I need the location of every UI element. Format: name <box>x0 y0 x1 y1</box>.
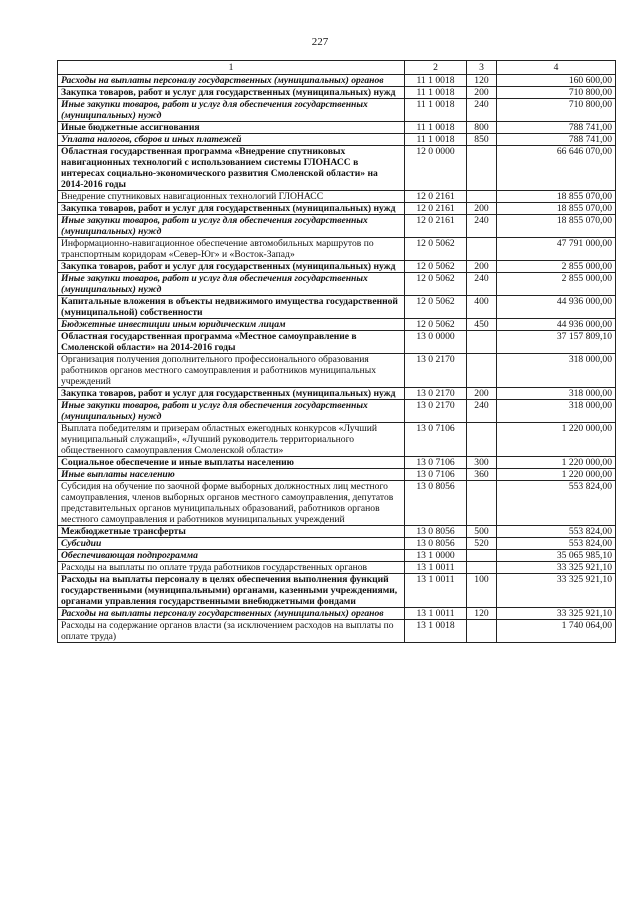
row-amount: 553 824,00 <box>497 481 616 526</box>
row-amount: 553 824,00 <box>497 538 616 550</box>
row-expense-kind <box>467 354 497 388</box>
row-expense-kind <box>467 620 497 643</box>
row-description: Областная государственная программа «Внедрение спутниковых навигационных технологий с использованием системы ГЛОНАСС в интересах социально-экономического развития Смоленской области» на 2014-2016 годы <box>58 146 405 191</box>
row-expense-kind <box>467 146 497 191</box>
row-description: Бюджетные инвестиции иным юридическим лицам <box>58 319 405 331</box>
row-target-code: 13 0 8056 <box>405 481 467 526</box>
row-target-code: 11 1 0018 <box>405 75 467 87</box>
row-expense-kind <box>467 191 497 203</box>
table-row <box>58 550 616 562</box>
row-description: Иные закупки товаров, работ и услуг для обеспечения государственных (муниципальных) нужд <box>58 400 405 423</box>
row-target-code: 13 1 0011 <box>405 608 467 620</box>
row-target-code: 13 0 8056 <box>405 526 467 538</box>
row-target-code: 13 0 2170 <box>405 354 467 388</box>
row-description: Иные закупки товаров, работ и услуг для обеспечения государственных (муниципальных) нужд <box>58 99 405 122</box>
row-description: Субсидия на обучение по заочной форме выборных должностных лиц местного самоуправления, членов выборных органов местного самоуправления, депутатов представительных органов муниципальных образований, работников органов местного самоуправления и работников муниципальных учреждений <box>58 481 405 526</box>
row-target-code: 12 0 2161 <box>405 215 467 238</box>
row-expense-kind: 200 <box>467 261 497 273</box>
row-amount: 33 325 921,10 <box>497 608 616 620</box>
row-amount: 318 000,00 <box>497 388 616 400</box>
row-expense-kind: 200 <box>467 388 497 400</box>
row-expense-kind: 100 <box>467 574 497 608</box>
row-description: Социальное обеспечение и иные выплаты населению <box>58 457 405 469</box>
row-amount: 2 855 000,00 <box>497 273 616 296</box>
row-expense-kind <box>467 481 497 526</box>
row-description: Капитальные вложения в объекты недвижимого имущества государственной (муниципальной) собственности <box>58 296 405 319</box>
row-description: Закупка товаров, работ и услуг для государственных (муниципальных) нужд <box>58 388 405 400</box>
row-amount: 788 741,00 <box>497 134 616 146</box>
table-row <box>58 457 616 469</box>
row-amount: 18 855 070,00 <box>497 215 616 238</box>
table-row <box>58 481 616 526</box>
row-description: Выплата победителям и призерам областных ежегодных конкурсов «Лучший муниципальный служащий», «Лучший руководитель территориального общественного самоуправления Смоленской области» <box>58 423 405 457</box>
header-description: 1 <box>58 61 405 75</box>
row-target-code: 11 1 0018 <box>405 87 467 99</box>
table-row <box>58 620 616 643</box>
row-target-code: 12 0 5062 <box>405 273 467 296</box>
row-expense-kind <box>467 562 497 574</box>
table-row <box>58 423 616 457</box>
row-description: Иные закупки товаров, работ и услуг для обеспечения государственных (муниципальных) нужд <box>58 273 405 296</box>
row-amount: 33 325 921,10 <box>497 574 616 608</box>
row-description: Иные закупки товаров, работ и услуг для обеспечения государственных (муниципальных) нужд <box>58 215 405 238</box>
row-amount: 47 791 000,00 <box>497 238 616 261</box>
table-row <box>58 526 616 538</box>
table-row <box>58 261 616 273</box>
row-amount: 318 000,00 <box>497 354 616 388</box>
row-amount: 44 936 000,00 <box>497 296 616 319</box>
row-expense-kind: 240 <box>467 215 497 238</box>
table-row <box>58 608 616 620</box>
row-amount: 1 220 000,00 <box>497 457 616 469</box>
row-target-code: 13 1 0000 <box>405 550 467 562</box>
row-target-code: 12 0 2161 <box>405 203 467 215</box>
row-expense-kind: 850 <box>467 134 497 146</box>
table-row <box>58 469 616 481</box>
row-target-code: 13 0 2170 <box>405 400 467 423</box>
table-row <box>58 319 616 331</box>
table-row <box>58 388 616 400</box>
table-row <box>58 273 616 296</box>
row-expense-kind: 800 <box>467 122 497 134</box>
budget-table <box>57 60 616 643</box>
row-target-code: 11 1 0018 <box>405 122 467 134</box>
page-number: 227 <box>311 36 329 48</box>
row-expense-kind <box>467 423 497 457</box>
row-description: Организация получения дополнительного профессионального образования работников органов местного самоуправления и работников муниципальных учреждений <box>58 354 405 388</box>
row-amount: 2 855 000,00 <box>497 261 616 273</box>
row-target-code: 13 0 2170 <box>405 388 467 400</box>
row-target-code: 12 0 5062 <box>405 261 467 273</box>
table-row <box>58 75 616 87</box>
row-target-code: 12 0 5062 <box>405 296 467 319</box>
table-row <box>58 331 616 354</box>
row-target-code: 13 1 0011 <box>405 562 467 574</box>
table-row <box>58 562 616 574</box>
header-amount: 4 <box>497 61 616 75</box>
row-description: Расходы на выплаты персоналу государственных (муниципальных) органов <box>58 608 405 620</box>
row-description: Иные бюджетные ассигнования <box>58 122 405 134</box>
table-row <box>58 354 616 388</box>
row-amount: 1 220 000,00 <box>497 423 616 457</box>
row-description: Иные выплаты населению <box>58 469 405 481</box>
row-target-code: 13 0 8056 <box>405 538 467 550</box>
row-expense-kind <box>467 331 497 354</box>
table-body <box>58 75 616 643</box>
table-row <box>58 146 616 191</box>
table-row <box>58 203 616 215</box>
row-description: Закупка товаров, работ и услуг для государственных (муниципальных) нужд <box>58 261 405 273</box>
row-description: Информационно-навигационное обеспечение автомобильных маршрутов по транспортным коридорам «Север-Юг» и «Восток-Запад» <box>58 238 405 261</box>
row-amount: 35 065 985,10 <box>497 550 616 562</box>
row-amount: 44 936 000,00 <box>497 319 616 331</box>
row-description: Расходы на содержание органов власти (за исключением расходов на выплаты по оплате труда) <box>58 620 405 643</box>
row-expense-kind: 400 <box>467 296 497 319</box>
row-expense-kind: 360 <box>467 469 497 481</box>
row-target-code: 13 1 0011 <box>405 574 467 608</box>
table-row <box>58 134 616 146</box>
row-expense-kind: 520 <box>467 538 497 550</box>
row-description: Закупка товаров, работ и услуг для государственных (муниципальных) нужд <box>58 87 405 99</box>
row-description: Уплата налогов, сборов и иных платежей <box>58 134 405 146</box>
row-description: Областная государственная программа «Местное самоуправление в Смоленской области» на 2014-2016 годы <box>58 331 405 354</box>
row-amount: 18 855 070,00 <box>497 203 616 215</box>
header-expense-kind: 3 <box>467 61 497 75</box>
row-target-code: 13 0 7106 <box>405 423 467 457</box>
table-row <box>58 574 616 608</box>
row-target-code: 11 1 0018 <box>405 134 467 146</box>
row-amount: 33 325 921,10 <box>497 562 616 574</box>
row-expense-kind: 120 <box>467 608 497 620</box>
table-row <box>58 122 616 134</box>
header-target-code: 2 <box>405 61 467 75</box>
row-target-code: 13 0 7106 <box>405 469 467 481</box>
row-target-code: 13 0 0000 <box>405 331 467 354</box>
row-amount: 710 800,00 <box>497 99 616 122</box>
row-target-code: 12 0 5062 <box>405 319 467 331</box>
table-row <box>58 238 616 261</box>
row-target-code: 12 0 0000 <box>405 146 467 191</box>
row-amount: 18 855 070,00 <box>497 191 616 203</box>
row-description: Обеспечивающая подпрограмма <box>58 550 405 562</box>
row-target-code: 13 0 7106 <box>405 457 467 469</box>
row-description: Расходы на выплаты персоналу в целях обеспечения выполнения функций государственными (муниципальными) органами, казенными учреждениями, органами управления государственными внебюджетными фондами <box>58 574 405 608</box>
row-expense-kind <box>467 238 497 261</box>
table-row <box>58 87 616 99</box>
row-amount: 553 824,00 <box>497 526 616 538</box>
table-row <box>58 99 616 122</box>
row-description: Субсидии <box>58 538 405 550</box>
row-target-code: 12 0 5062 <box>405 238 467 261</box>
row-expense-kind: 200 <box>467 203 497 215</box>
row-target-code: 12 0 2161 <box>405 191 467 203</box>
row-expense-kind: 240 <box>467 273 497 296</box>
row-expense-kind: 200 <box>467 87 497 99</box>
row-amount: 710 800,00 <box>497 87 616 99</box>
row-amount: 318 000,00 <box>497 400 616 423</box>
row-expense-kind <box>467 550 497 562</box>
row-amount: 160 600,00 <box>497 75 616 87</box>
row-amount: 788 741,00 <box>497 122 616 134</box>
row-amount: 1 220 000,00 <box>497 469 616 481</box>
row-description: Межбюджетные трансферты <box>58 526 405 538</box>
row-amount: 1 740 064,00 <box>497 620 616 643</box>
row-expense-kind: 500 <box>467 526 497 538</box>
row-expense-kind: 240 <box>467 99 497 122</box>
row-amount: 37 157 809,10 <box>497 331 616 354</box>
table-row <box>58 215 616 238</box>
table-row <box>58 400 616 423</box>
row-amount: 66 646 070,00 <box>497 146 616 191</box>
table-header-row <box>58 61 616 75</box>
row-expense-kind: 450 <box>467 319 497 331</box>
table-row <box>58 538 616 550</box>
row-expense-kind: 300 <box>467 457 497 469</box>
row-expense-kind: 240 <box>467 400 497 423</box>
row-description: Расходы на выплаты персоналу государственных (муниципальных) органов <box>58 75 405 87</box>
row-target-code: 11 1 0018 <box>405 99 467 122</box>
row-expense-kind: 120 <box>467 75 497 87</box>
row-description: Внедрение спутниковых навигационных технологий ГЛОНАСС <box>58 191 405 203</box>
table-row <box>58 296 616 319</box>
table-row <box>58 191 616 203</box>
row-target-code: 13 1 0018 <box>405 620 467 643</box>
row-description: Закупка товаров, работ и услуг для государственных (муниципальных) нужд <box>58 203 405 215</box>
row-description: Расходы на выплаты по оплате труда работников государственных органов <box>58 562 405 574</box>
